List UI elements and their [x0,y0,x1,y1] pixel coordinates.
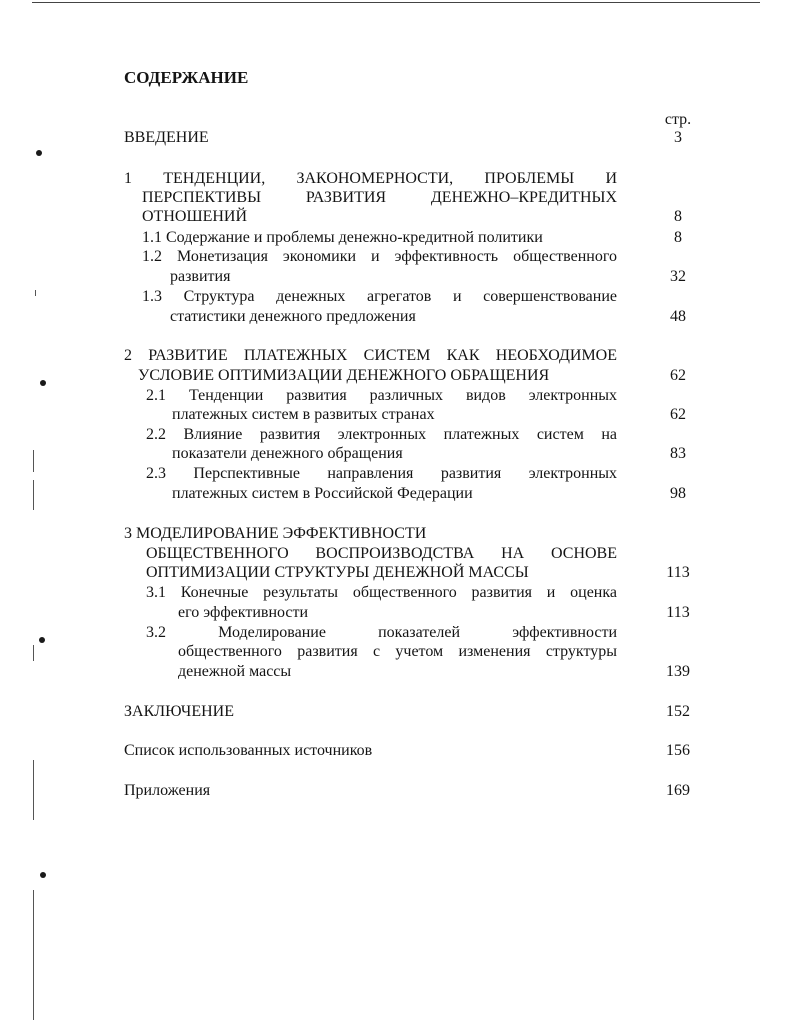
toc-section-1-2: развития [170,268,231,285]
toc-page-number: 32 [670,268,686,285]
toc-page-number: 8 [674,229,682,246]
toc-section-3-2: общественного развития с учетом изменения структуры [178,643,617,660]
scan-mark [33,760,34,820]
scan-mark [33,450,34,472]
toc-page-number: 48 [670,308,686,325]
toc-page-number: 83 [670,445,686,462]
toc-chapter-1: ПЕРСПЕКТИВЫ РАЗВИТИЯ ДЕНЕЖНО–КРЕДИТНЫХ [142,189,617,206]
toc-chapter-3: ОПТИМИЗАЦИИ СТРУКТУРЫ ДЕНЕЖНОЙ МАССЫ [146,564,529,581]
toc-chapter-1: 1 ТЕНДЕНЦИИ, ЗАКОНОМЕРНОСТИ, ПРОБЛЕМЫ И [124,170,617,187]
scan-mark [40,872,46,878]
toc-sources: Список использованных источников [124,742,373,759]
page-title: СОДЕРЖАНИЕ [124,68,249,87]
toc-section-3-1: 3.1 Конечные результаты общественного развития и оценка [146,584,617,601]
toc-section-3-1: его эффективности [178,604,309,621]
scan-mark [33,645,34,661]
toc-page-number: 169 [666,782,690,799]
toc-page-number: 62 [670,367,686,384]
toc-section-2-1: платежных систем в развитых странах [172,406,435,423]
toc-section-3-2: 3.2 Моделирование показателей эффективности [146,624,617,641]
scan-mark [33,890,34,1020]
top-rule [32,2,760,3]
toc-chapter-1: ОТНОШЕНИЙ [142,208,248,225]
toc-chapter-3: ОБЩЕСТВЕННОГО ВОСПРОИЗВОДСТВА НА ОСНОВЕ [146,545,617,562]
toc-section-1-3: статистики денежного предложения [170,308,416,325]
toc-section-2-2: 2.2 Влияние развития электронных платежных систем на [146,426,617,443]
toc-page-number: 3 [674,129,682,146]
toc-conclusion: ЗАКЛЮЧЕНИЕ [124,703,234,720]
toc-page-number: 113 [666,604,690,621]
scan-mark [35,290,36,296]
page-column-header: стр. [664,111,692,128]
toc-section-1-1: 1.1 Содержание и проблемы денежно-кредитной политики [142,229,543,246]
scan-mark [33,480,34,510]
scan-mark [39,637,45,643]
toc-chapter-3: 3 МОДЕЛИРОВАНИЕ ЭФФЕКТИВНОСТИ [124,525,427,542]
toc-page-number: 62 [670,406,686,423]
toc-intro: ВВЕДЕНИЕ [124,129,209,146]
toc-page-number: 98 [670,485,686,502]
toc-section-3-2: денежной массы [178,663,292,680]
toc-page-number: 152 [666,703,690,720]
toc-chapter-2: УСЛОВИЕ ОПТИМИЗАЦИИ ДЕНЕЖНОГО ОБРАЩЕНИЯ [138,367,550,384]
toc-page-number: 156 [666,742,690,759]
toc-section-2-1: 2.1 Тенденции развития различных видов электронных [146,387,617,404]
toc-chapter-2: 2 РАЗВИТИЕ ПЛАТЕЖНЫХ СИСТЕМ КАК НЕОБХОДИМОЕ [124,347,617,364]
scan-mark [36,150,42,156]
toc-section-2-3: 2.3 Перспективные направления развития электронных [146,465,617,482]
scan-mark [40,380,46,386]
toc-section-1-3: 1.3 Структура денежных агрегатов и совершенствование [142,288,617,305]
toc-page-number: 8 [674,208,682,225]
toc-section-2-3: платежных систем в Российской Федерации [172,485,473,502]
toc-section-2-2: показатели денежного обращения [172,445,403,462]
toc-page-number: 113 [666,564,690,581]
toc-section-1-2: 1.2 Монетизация экономики и эффективность общественного [142,248,617,265]
toc-page-number: 139 [666,663,690,680]
toc-appendix: Приложения [124,782,211,799]
